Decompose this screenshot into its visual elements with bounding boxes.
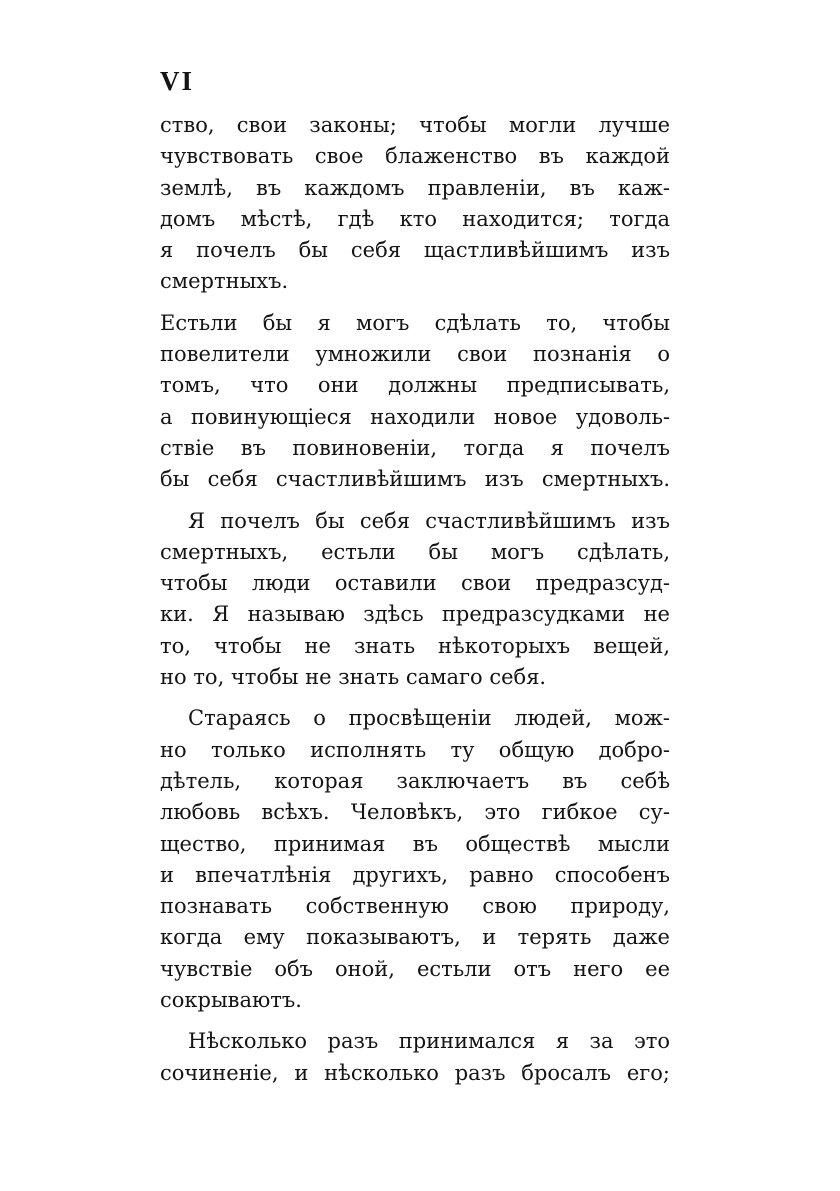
- text-line: Я почелъ бы себя счастливѣйшимъ изъ: [188, 508, 670, 533]
- body-text: [160, 110, 670, 1089]
- text-line: ствіе въ повиновеніи, тогда я почелъ: [160, 435, 670, 460]
- text-line: Стараясь о просвѣщеніи людей, мож-: [188, 706, 670, 731]
- text-line: я почелъ бы себя щастливѣйшимъ изъ: [160, 238, 670, 263]
- text-line: бы себя счастливѣйшимъ изъ смертныхъ.: [160, 467, 670, 492]
- text-line: смертныхъ.: [160, 269, 289, 294]
- text-line: дѣтель, которая заключаетъ въ себѣ: [160, 768, 670, 793]
- paragraph: [160, 506, 670, 694]
- page-number: VI: [160, 66, 195, 96]
- text-line: томъ, что они должны предписывать,: [160, 373, 670, 398]
- text-line: Естьли бы я могъ сдѣлать то, чтобы: [160, 310, 670, 335]
- text-line: домъ мѣстѣ, гдѣ кто находится; тогда: [160, 206, 670, 231]
- text-line: чувствовать свое блаженство въ каждой: [160, 144, 670, 169]
- text-line: но только исполнять ту общую добро-: [160, 737, 670, 762]
- text-line: но то, чтобы не знать самаго себя.: [160, 665, 547, 690]
- text-line: смертныхъ, естьли бы могъ сдѣлать,: [160, 539, 670, 564]
- text-line: сокрываютъ.: [160, 988, 302, 1013]
- text-line: любовь всѣхъ. Человѣкъ, это гибкое су-: [160, 800, 670, 825]
- text-line: а повинующіеся находили новое удоволь-: [160, 404, 670, 429]
- text-line: когда ему показываютъ, и терять даже: [160, 925, 670, 950]
- text-line: сочиненіе, и нѣсколько разъ бросалъ его;: [160, 1060, 670, 1085]
- text-line: то, чтобы не знать нѣкоторыхъ вещей,: [160, 633, 670, 658]
- text-line: повелители умножили свои познанія о: [160, 342, 670, 367]
- paragraph: [160, 1026, 670, 1089]
- text-line: щество, принимая въ обществѣ мысли: [160, 831, 670, 856]
- text-line: землѣ, въ каждомъ правленіи, въ каж-: [160, 175, 670, 200]
- paragraph: [160, 110, 670, 298]
- paragraph: [160, 703, 670, 1016]
- text-line: ки. Я называю здѣсь предразсудками не: [160, 602, 670, 627]
- text-line: познавать собственную свою природу,: [160, 894, 670, 919]
- text-line: чувствіе объ оной, естьли отъ него ее: [160, 956, 670, 981]
- text-line: ство, свои законы; чтобы могли лучше: [160, 113, 670, 137]
- text-line: чтобы люди оставили свои предразсуд-: [160, 571, 670, 596]
- text-line: Нѣсколько разъ принимался я за это: [188, 1029, 670, 1054]
- paragraph: [160, 308, 670, 496]
- text-line: и впечатлѣнія другихъ, равно способенъ: [160, 862, 670, 887]
